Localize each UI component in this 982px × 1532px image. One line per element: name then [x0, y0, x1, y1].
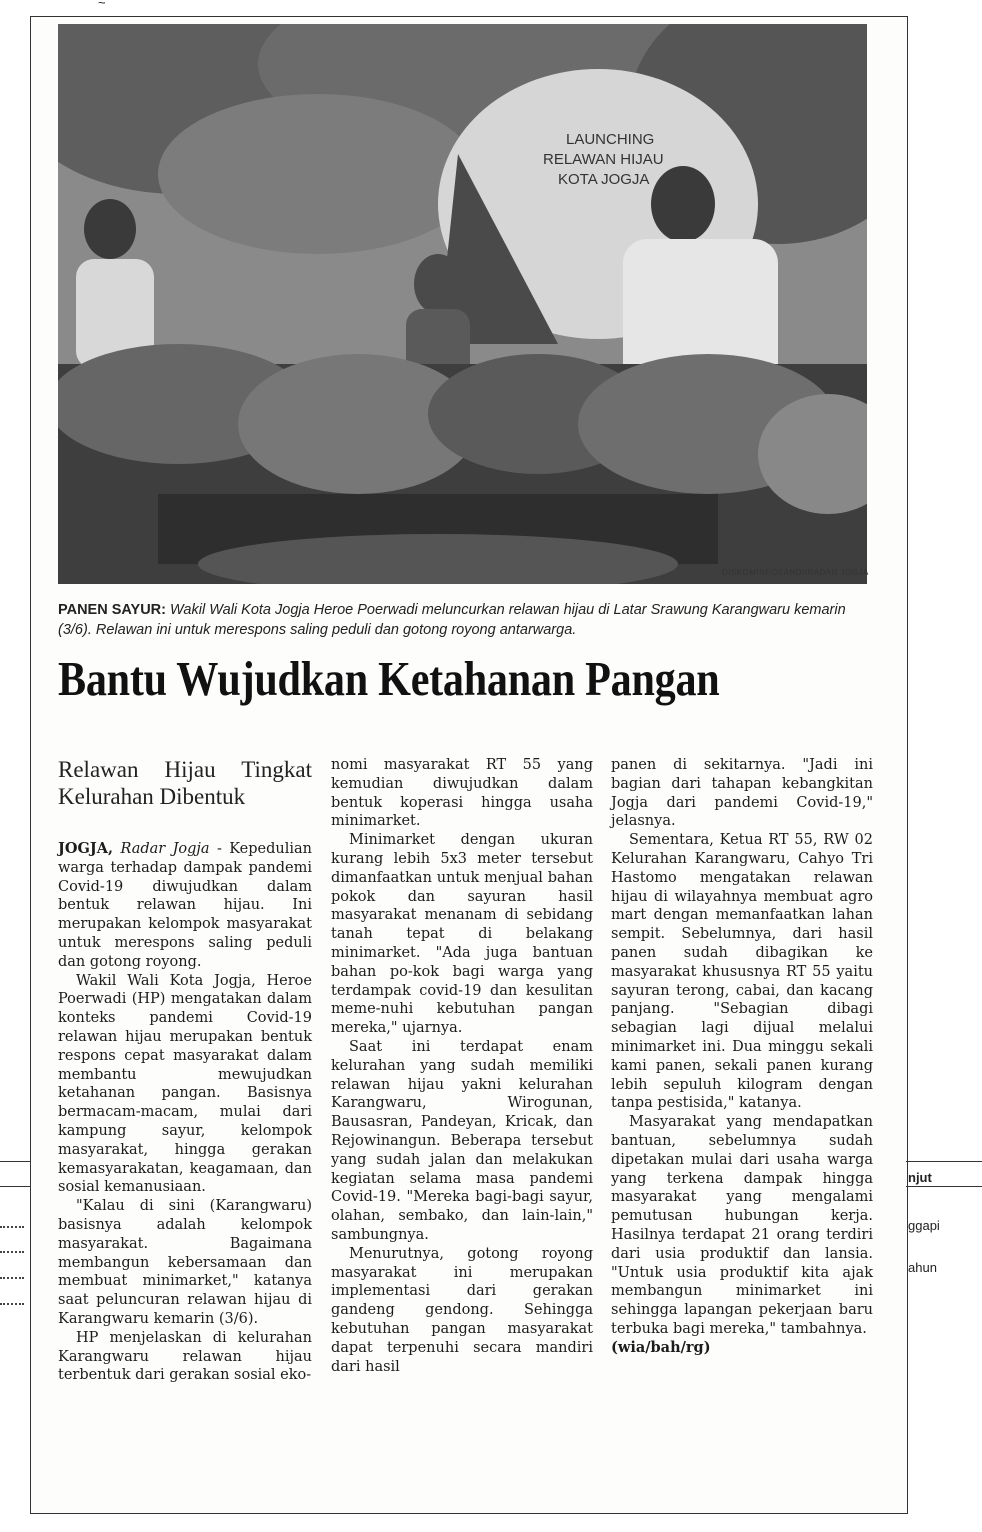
adjacent-article-fragment: ahun: [908, 1260, 937, 1275]
paragraph: HP menjelaskan di kelurahan Karangwaru relawan hijau terbentuk dari gerakan sosial eko-: [58, 1329, 312, 1384]
lead-paragraph: [58, 840, 312, 972]
page-rule: [906, 1161, 982, 1162]
lead-text: - Kepedulian warga terhadap dampak pandemi Covid-19 diwujudkan dalam bentuk relawan hijau. Ini merupakan kelompok masyarakat untuk merespons saling peduli dan gotong royong.: [58, 841, 312, 970]
paragraph: nomi masyarakat RT 55 yang kemudian diwujudkan dalam bentuk koperasi hingga usaha minimarket.: [331, 757, 593, 830]
caption-lead: PANEN SAYUR:: [58, 602, 166, 618]
caption-text: Wakil Wali Kota Jogja Heroe Poerwadi meluncurkan relawan hijau di Latar Srawung Karangwaru kemarin (3/6). Relawan ini untuk merespons saling peduli dan gotong royong antarwarga.: [58, 602, 846, 638]
adjacent-article-fragment: ggapi: [908, 1218, 940, 1233]
dotted-rule: [0, 1303, 24, 1305]
banner-line: RELAWAN HIJAU: [543, 151, 664, 168]
photo-credit: DISKOMINFOSANDI/RADAR JOGJA: [722, 568, 869, 577]
paragraph: panen di sekitarnya. "Jadi ini bagian dari tahapan kebangkitan Jogja dari pandemi Covid-19," jelasnya.: [611, 757, 873, 830]
page-rule: [906, 1186, 982, 1187]
paragraph: Wakil Wali Kota Jogja, Heroe Poerwadi (HP) mengatakan dalam konteks pandemi Covid-19 relawan hijau merupakan bentuk respons cepat masyarakat dalam membantu mewujudkan ketahanan pangan. Basisnya bermacam-macam, mulai dari kampung sayur, kelompok masyarakat, hingga gerakan kemasyarakatan, keagamaan, dan sosial kemanusiaan.: [58, 972, 312, 1196]
dotted-rule: [0, 1251, 24, 1253]
page-rule: [0, 1186, 30, 1187]
paragraph: Masyarakat yang mendapatkan bantuan, sebelumnya sudah dipetakan mulai dari usaha warga yang terkena dampak hingga masyarakat yang mengalami pemutusan hubungan kerja. Hasilnya terdapat 21 orang terdiri dari usia produktif dan lansia. "Untuk usia produktif kita ajak membangun minimarket ini sehingga lapangan pekerjaan baru terbuka bagi mereka," tambahnya.: [611, 1114, 873, 1337]
banner-line: LAUNCHING: [566, 131, 655, 148]
paragraph: "Kalau di sini (Karangwaru) basisnya adalah kelompok masyarakat. Bagaimana membangun kebersamaan dan membuat minimarket," katanya saat peluncuran relawan hijau di Karangwaru kemarin (3/6).: [58, 1198, 312, 1327]
paragraph: Saat ini terdapat enam kelurahan yang sudah memiliki relawan hijau yakni kelurahan Karangwaru, Wirogunan, Bausasran, Pandeyan, Kricak, dan Rejowinangun. Beberapa tersebut yang sudah jalan dan melakukan kegiatan selama masa pandemi Covid-19. "Mereka bagi-bagi sayur, olahan, sembako, dan lain-lain," sambungnya.: [331, 1038, 593, 1243]
photo-caption: [58, 600, 870, 640]
dotted-rule: [0, 1226, 24, 1228]
dateline-source: Radar Jogja: [120, 841, 210, 857]
scan-fragment: ~: [98, 0, 106, 10]
dotted-rule: [0, 1277, 24, 1279]
page-rule: [0, 1161, 30, 1162]
article-column-2: [331, 756, 593, 1376]
photo-illustration: [58, 24, 867, 584]
article-photo: [58, 24, 867, 584]
paragraph: Minimarket dengan ukuran kurang lebih 5x3 meter tersebut dimanfaatkan untuk menjual bahan pokok dan sayuran hasil masyarakat menanam di sebidang tanah tepat di belakang minimarket. "Ada juga bantuan bahan po-kok bagi warga yang terdampak covid-19 dan kesulitan meme-nuhi kebutuhan pangan mereka," ujarnya.: [331, 832, 593, 1037]
article-headline: Bantu Wujudkan Ketahanan Pangan: [58, 651, 720, 706]
signoff: (wia/bah/rg): [611, 1338, 711, 1356]
article-column-3: [611, 756, 873, 1358]
scan-top-edge: [0, 0, 982, 14]
paragraph: Sementara, Ketua RT 55, RW 02 Kelurahan Karangwaru, Cahyo Tri Hastomo mengatakan relawan hijau di wilayahnya membuat agro mart dengan memanfaatkan lahan sempit. Sebelumnya, dari hasil panen sudah dibagikan ke masyarakat khususnya RT 55 yaitu sayuran terong, cabai, dan kacang panjang. "Sebagian dibagi sebagian lagi dijual melalui minimarket ini. Dua minggu sekali kami panen, sekali panen kurang lebih sepuluh kilogram dengan tanpa pestisida," katanya.: [611, 832, 873, 1112]
adjacent-article-fragment: njut: [908, 1170, 932, 1185]
article-subheadline: Relawan Hijau Tingkat Kelurahan Dibentuk: [58, 757, 312, 809]
dateline-place: JOGJA,: [58, 840, 114, 857]
paragraph: Menurutnya, gotong royong masyarakat ini merupakan implementasi dari gerakan gandeng gendong. Sehingga kebutuhan pangan masyarakat dapat terpenuhi secara mandiri dari hasil: [331, 1245, 593, 1375]
banner-line: KOTA JOGJA: [558, 171, 650, 188]
article-column-1: [58, 756, 312, 1385]
signoff-line: [611, 1339, 873, 1358]
